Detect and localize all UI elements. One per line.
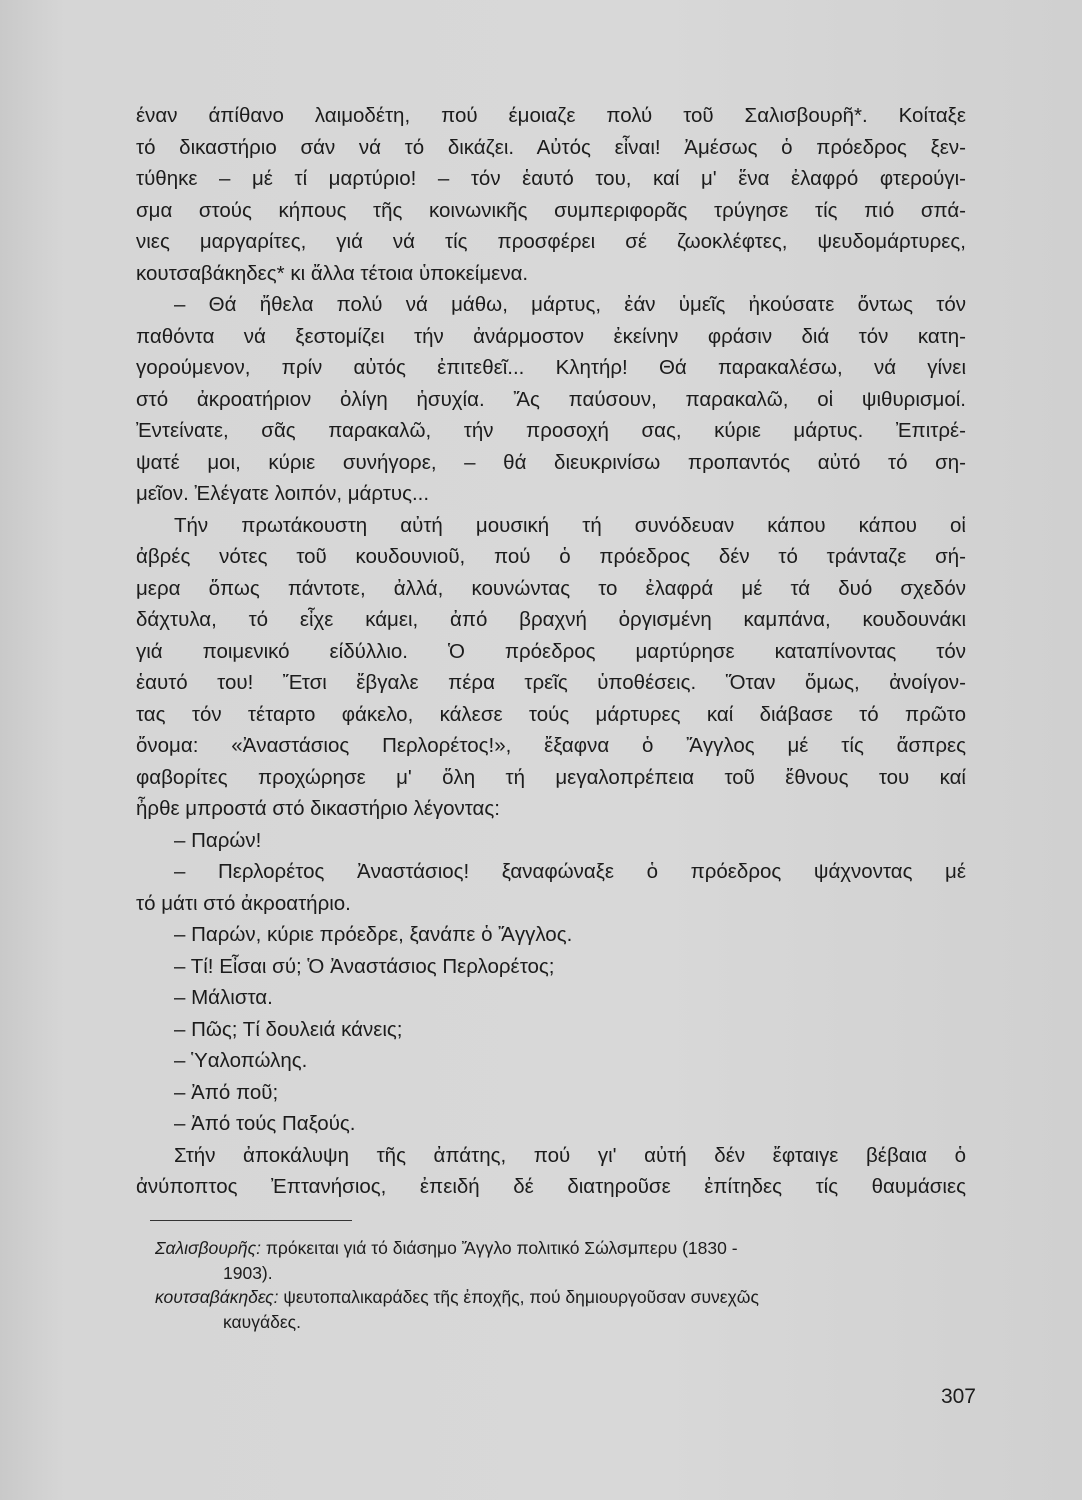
text-line: Ἐντείνατε, σᾶς παρακαλῶ, τήν προσοχή σας, κύριε μάρτυς. Ἐπιτρέ- <box>136 419 966 442</box>
text-line: φαβορίτες προχώρησε μ' ὅλη τή μεγαλοπρέπεια τοῦ ἔθνους του καί <box>136 765 966 789</box>
text-line: Τήν πρωτάκουστη αὐτή μουσική τή συνόδευαν κάπου κάπου οἱ <box>174 513 966 537</box>
text-line: τας τόν τέταρτο φάκελο, κάλεσε τούς μάρτυρες καί διάβασε τό πρῶτο <box>136 702 966 726</box>
dialogue-line: – Ἀπό ποῦ; <box>174 1080 279 1104</box>
text-line: ἦρθε μπροστά στό δικαστήριο λέγοντας: <box>136 797 500 820</box>
text-line: ψατέ μοι, κύριε συνήγορε, – θά διευκρινίσω προπαντός αὐτό τό ση- <box>136 450 966 474</box>
footnote-divider <box>150 1220 352 1221</box>
footnote <box>155 1285 980 1310</box>
text-line: ὄνομα: «Ἀναστάσιος Περλορέτος!», ἔξαφνα ὁ Ἄγγλος μέ τίς ἄσπρες <box>136 734 966 757</box>
dialogue-line: – Ἀπό τούς Παξούς. <box>174 1112 356 1135</box>
footnote-term: κουτσαβάκηδες: <box>155 1287 279 1307</box>
text-line: ἀβρές νότες τοῦ κουδουνιοῦ, πού ὁ πρόεδρος δέν τό τράνταζε σή- <box>136 545 966 568</box>
footnote-continuation: 1903). <box>223 1262 273 1283</box>
footnote-continuation: καυγάδες. <box>223 1311 301 1332</box>
dialogue-line: – Πῶς; Τί δουλειά κάνεις; <box>174 1017 403 1041</box>
footnote-text: ψευτοπαλικαράδες τῆς ἐποχῆς, πού δημιουργοῦσαν συνεχῶς <box>278 1287 759 1307</box>
text-line: γορούμενον, πρίν αὐτός ἐπιτεθεῖ... Κλητήρ! Θά παρακαλέσω, νά γίνει <box>136 356 966 379</box>
text-line: Στήν ἀποκάλυψη τῆς ἀπάτης, πού γι' αὐτή δέν ἔφταιγε βέβαια ὁ <box>174 1143 966 1167</box>
text-line: τό δικαστήριο σάν νά τό δικάζει. Αὐτός εἶναι! Ἀμέσως ὁ πρόεδρος ξεν- <box>136 135 966 159</box>
footnote <box>155 1236 980 1261</box>
footnote-term: Σαλισβουρῆς: <box>155 1238 261 1258</box>
text-line: δάχτυλα, τό εἶχε κάμει, ἀπό βραχνή ὀργισμένη καμπάνα, κουδουνάκι <box>136 608 966 631</box>
dialogue-line: – Παρών, κύριε πρόεδρε, ξανάπε ὁ Ἄγγλος. <box>174 923 573 946</box>
text-line: – Θά ἤθελα πολύ νά μάθω, μάρτυς, ἐάν ὑμεῖς ἠκούσατε ὄντως τόν <box>174 293 966 316</box>
dialogue-line: – Ὑαλοπώλης. <box>174 1049 308 1072</box>
dialogue-line: – Μάλιστα. <box>174 986 273 1009</box>
footnotes <box>155 1236 980 1334</box>
dialogue-line: – Τί! Εἶσαι σύ; Ὁ Ἀναστάσιος Περλορέτος; <box>174 954 555 978</box>
dialogue-line: – Παρών! <box>174 828 262 852</box>
text-line: στό ἀκροατήριον ὀλίγη ἡσυχία. Ἄς παύσουν, παρακαλῶ, οἱ ψιθυρισμοί. <box>136 387 966 411</box>
dialogue-line: – Περλορέτος Ἀναστάσιος! ξαναφώναξε ὁ πρόεδρος ψάχνοντας μέ <box>174 860 966 883</box>
text-line: κουτσαβάκηδες* κι ἄλλα τέτοια ὑποκείμενα. <box>136 261 529 285</box>
text-line: τύθηκε – μέ τί μαρτύριο! – τόν ἑαυτό του, καί μ' ἕνα ἐλαφρό φτερούγι- <box>136 167 966 190</box>
page-number: 307 <box>940 1385 976 1408</box>
text-line: έναν άπίθανο λαιμοδέτη, πού έμοιαζε πολύ τοῦ Σαλισβουρῆ*. Κοίταξε <box>136 104 966 127</box>
text-line: παθόντα νά ξεστομίζει τήν ἀνάρμοστον ἐκείνην φράσιν διά τόν κατη- <box>136 324 966 348</box>
text-line: γιά ποιμενικό είδύλλιο. Ὁ πρόεδρος μαρτύρησε καταπίνοντας τόν <box>136 639 966 663</box>
text-line: σμα στούς κήπους τῆς κοινωνικῆς συμπεριφορᾶς τρύγησε τίς πιό σπά- <box>136 198 966 222</box>
text-line: μεῖον. Ἐλέγατε λοιπόν, μάρτυς... <box>136 482 430 505</box>
text-line: ἀνύποπτος Ἐπτανήσιος, ἐπειδή δέ διατηροῦσε ἐπίτηδες τίς θαυμάσιες <box>136 1175 966 1198</box>
dialogue-line: τό μάτι στό ἀκροατήριο. <box>136 891 351 915</box>
footnote-text: πρόκειται γιά τό διάσημο Ἄγγλο πολιτικό Σώλσμπερυ (1830 - <box>261 1238 738 1258</box>
text-line: μερα ὅπως πάντοτε, ἀλλά, κουνώντας το ἐλαφρά μέ τά δυό σχεδόν <box>136 576 966 600</box>
text-line: νιες μαργαρίτες, γιά νά τίς προσφέρει σέ ζωοκλέφτες, ψευδομάρτυρες, <box>136 230 966 253</box>
body-text <box>136 100 966 1203</box>
text-line: ἑαυτό του! Ἔτσι ἔβγαλε πέρα τρεῖς ὑποθέσεις. Ὅταν ὅμως, ἀνοίγον- <box>136 671 966 694</box>
